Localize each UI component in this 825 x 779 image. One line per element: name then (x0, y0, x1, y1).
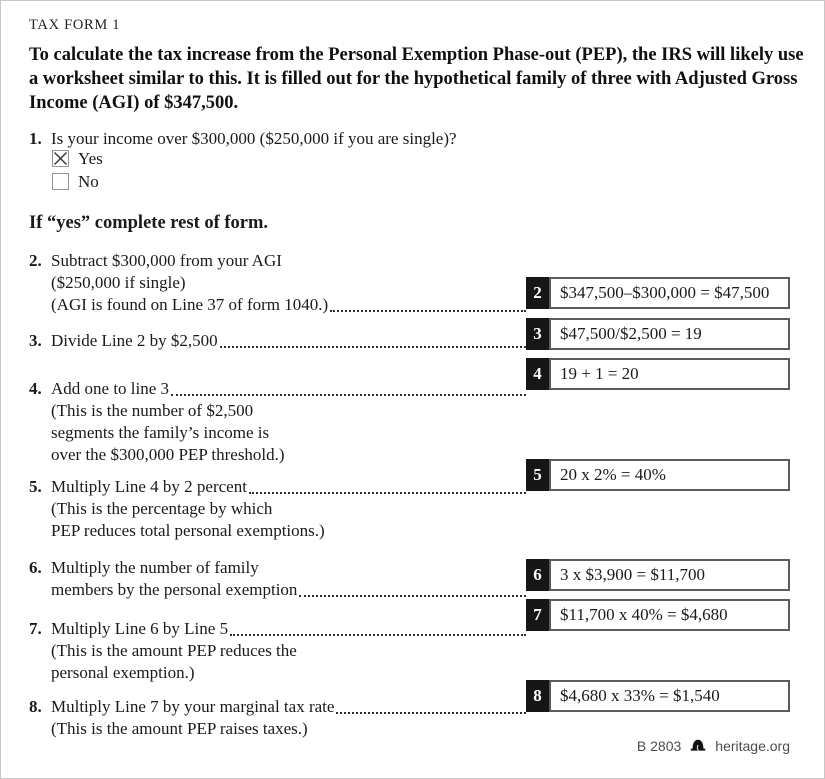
line-5-row-2 (51, 498, 526, 520)
answer-box-3-value: $47,500/$2,500 = 19 (549, 318, 790, 350)
line-6-text: members by the personal exemption (51, 580, 298, 599)
answer-box-5-number: 5 (526, 459, 549, 491)
line-8-number: 8. (29, 697, 42, 716)
answer-box-6-value: 3 x $3,900 = $11,700 (549, 559, 790, 591)
line-4-text: Add one to line 3 (51, 379, 170, 398)
answer-box-8-value: $4,680 x 33% = $1,540 (549, 680, 790, 712)
line-3 (29, 330, 526, 352)
line-7-number: 7. (29, 619, 42, 638)
line-3-row-1 (51, 330, 526, 352)
line-6-row-2 (51, 579, 526, 601)
line-3-text: Divide Line 2 by $2,500 (51, 331, 218, 350)
dotted-leader (330, 310, 526, 312)
line-2-text: Subtract $300,000 from your AGI (51, 251, 282, 270)
line-8-note: (This is the amount PEP raises taxes.) (51, 719, 308, 738)
line-2-note: (AGI is found on Line 37 of form 1040.) (51, 295, 329, 314)
line-2 (29, 250, 526, 316)
option-yes[interactable] (52, 150, 103, 167)
line-6-row-1 (51, 557, 526, 579)
x-mark-icon (53, 151, 68, 166)
line-5-note: (This is the percentage by which (51, 499, 273, 518)
line-4-number: 4. (29, 379, 42, 398)
yes-instruction: If “yes” complete rest of form. (29, 213, 269, 233)
answer-box-2 (526, 277, 790, 309)
line-3-number: 3. (29, 331, 42, 350)
line-2-note: ($250,000 if single) (51, 273, 186, 292)
answer-box-3-number: 3 (526, 318, 549, 350)
answer-box-4-value: 19 + 1 = 20 (549, 358, 790, 390)
question-1-number: 1. (29, 129, 42, 148)
chart-code: B 2803 (636, 738, 682, 754)
line-8-content (29, 696, 526, 740)
line-2-row-3 (51, 294, 526, 316)
line-6-number: 6. (29, 558, 42, 577)
footer (637, 738, 790, 754)
line-3-content (29, 330, 526, 352)
line-4-note: over the $300,000 PEP threshold.) (51, 445, 285, 464)
answer-box-7-value: $11,700 x 40% = $4,680 (549, 599, 790, 631)
answer-box-8 (526, 680, 790, 712)
answer-box-2-value: $347,500–$300,000 = $47,500 (549, 277, 790, 309)
line-5-note: PEP reduces total personal exemptions.) (51, 521, 325, 540)
answer-box-2-number: 2 (526, 277, 549, 309)
line-4-row-3 (51, 422, 526, 444)
answer-box-4 (526, 358, 790, 390)
answer-box-7 (526, 599, 790, 631)
line-8 (29, 696, 526, 740)
line-8-row-2 (51, 718, 526, 740)
line-7-content (29, 618, 526, 684)
option-yes-label: Yes (78, 149, 103, 168)
line-8-text: Multiply Line 7 by your marginal tax rate (51, 697, 335, 716)
answer-box-6-number: 6 (526, 559, 549, 591)
line-2-row-1 (51, 250, 526, 272)
checkbox-yes[interactable] (52, 150, 69, 167)
dotted-leader (230, 634, 526, 636)
line-8-row-1 (51, 696, 526, 718)
option-no[interactable] (52, 173, 99, 190)
liberty-bell-icon (690, 739, 706, 753)
option-no-label: No (78, 172, 99, 191)
line-2-row-2 (51, 272, 526, 294)
line-2-content (29, 250, 526, 316)
line-7 (29, 618, 526, 684)
dotted-leader (336, 712, 526, 714)
line-6-text: Multiply the number of family (51, 558, 259, 577)
line-7-note: (This is the amount PEP reduces the (51, 641, 297, 660)
line-4-note: (This is the number of $2,500 (51, 401, 254, 420)
line-7-note: personal exemption.) (51, 663, 195, 682)
line-6-content (29, 557, 526, 601)
line-5-row-3 (51, 520, 526, 542)
line-4-row-4 (51, 444, 526, 466)
line-7-text: Multiply Line 6 by Line 5 (51, 619, 229, 638)
line-5-content (29, 476, 526, 542)
checkbox-no[interactable] (52, 173, 69, 190)
answer-box-6 (526, 559, 790, 591)
line-5-text: Multiply Line 4 by 2 percent (51, 477, 247, 496)
footer-site: heritage.org (715, 738, 790, 754)
dotted-leader (299, 595, 526, 597)
intro-paragraph: To calculate the tax increase from the Personal Exemption Phase-out (PEP), the IRS will likely use a worksheet similar to this. It is filled out for the hypothetical family of three with Adjusted Gross Income (AGI) of $347,500. (29, 45, 804, 113)
answer-box-4-number: 4 (526, 358, 549, 390)
line-4 (29, 378, 526, 466)
question-1-text: Is your income over $300,000 ($250,000 if you are single)? (51, 129, 457, 148)
line-6 (29, 557, 526, 601)
line-5-row-1 (51, 476, 526, 498)
answer-box-3 (526, 318, 790, 350)
answer-box-7-number: 7 (526, 599, 549, 631)
line-4-note: segments the family’s income is (51, 423, 270, 442)
line-7-row-3 (51, 662, 526, 684)
line-7-row-1 (51, 618, 526, 640)
line-5 (29, 476, 526, 542)
dotted-leader (171, 394, 526, 396)
line-2-number: 2. (29, 251, 42, 270)
line-4-content (29, 378, 526, 466)
answer-box-5 (526, 459, 790, 491)
line-5-number: 5. (29, 477, 42, 496)
dotted-leader (220, 346, 526, 348)
answer-box-5-value: 20 x 2% = 40% (549, 459, 790, 491)
line-4-row-2 (51, 400, 526, 422)
line-7-row-2 (51, 640, 526, 662)
question-1 (29, 128, 549, 150)
answer-box-8-number: 8 (526, 680, 549, 712)
form-kicker: TAX FORM 1 (29, 17, 121, 33)
line-4-row-1 (51, 378, 526, 400)
dotted-leader (249, 492, 526, 494)
